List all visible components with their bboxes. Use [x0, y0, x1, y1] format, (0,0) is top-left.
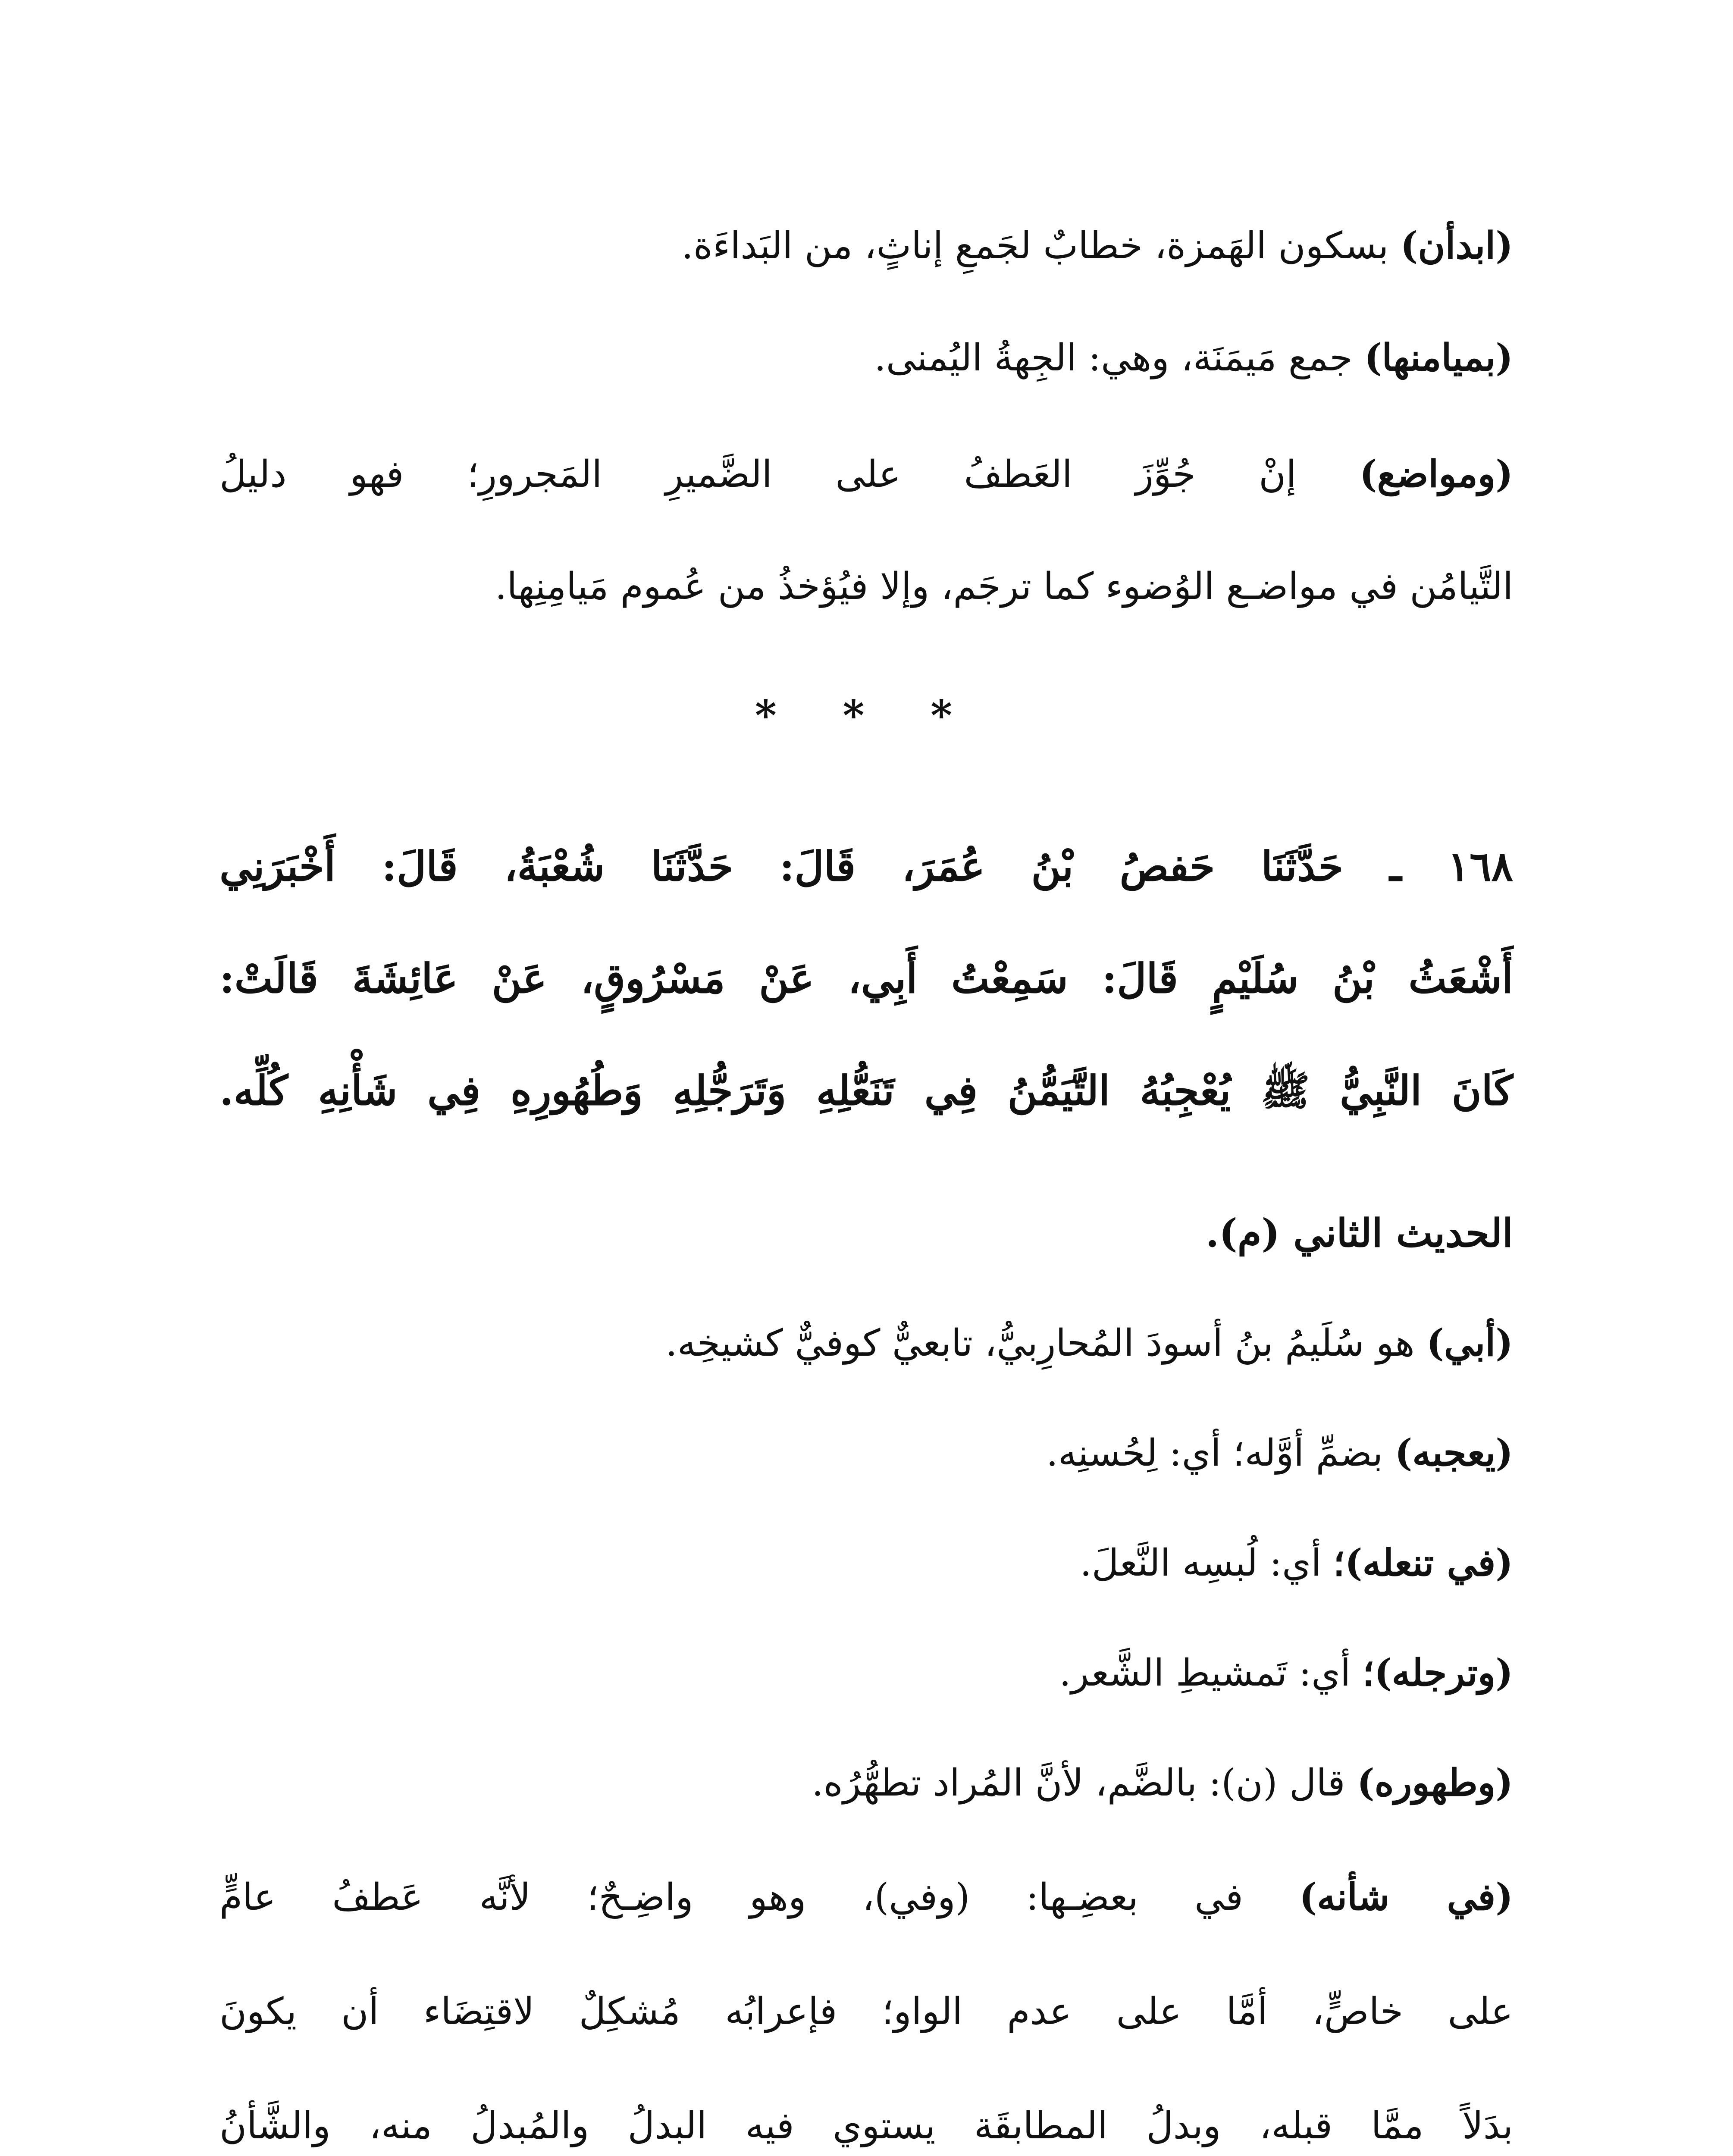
line-head: (وترجله)؛ — [1362, 1651, 1513, 1695]
commentary-line-7 — [219, 1533, 1513, 1593]
line-text: بضمِّ أوَّله؛ أي: لِحُسنِه. — [1046, 1432, 1395, 1475]
commentary-line-3 — [219, 444, 1513, 505]
hadith-line-2: أَشْعَثُ بْنُ سُلَيْمٍ قَالَ: سَمِعْتُ أَبِي، عَنْ مَسْرُوقٍ، عَنْ عَائِشَةَ قَالَتْ: — [219, 955, 1513, 1003]
line-head: (يعجبه) — [1395, 1431, 1513, 1475]
commentary-line-4 — [219, 556, 1513, 617]
line-text: في بعضِـها: (وفي)، وهو واضِـحٌ؛ لأنَّه عَطفُ عامٍّ — [219, 1876, 1300, 1919]
line-text: قال (ن): بالضَّم، لأنَّ المُراد تطهُّرُه. — [812, 1761, 1357, 1805]
line-head: (في شأنه) — [1299, 1875, 1513, 1919]
line-text: بسكون الهَمزة، خطابٌ لجَمعِ إناثٍ، من البَداءَة. — [681, 224, 1401, 267]
commentary-line-2 — [219, 328, 1513, 388]
hadith-line-1: ١٦٨ ـ حَدَّثَنَا حَفصُ بْنُ عُمَرَ، قَالَ: حَدَّثَنَا شُعْبَةُ، قَالَ: أَخْبَرَنِي — [219, 843, 1513, 890]
line-text: على خاصٍّ، أمَّا على عدم الواو؛ فإعرابُه مُشكِلٌ لاقتِضَاء أن يكونَ — [219, 1990, 1513, 2033]
commentary-line-6 — [219, 1423, 1513, 1483]
commentary-line-9 — [219, 1753, 1513, 1813]
line-head: (وطهوره) — [1357, 1761, 1513, 1805]
commentary-line-1 — [219, 216, 1513, 276]
line-text: التَّيامُن في مواضـع الوُضوء كما ترجَم، وإلا فيُؤخذُ من عُموم مَيامِنِها. — [495, 565, 1513, 608]
line-text: بدَلاً ممَّا قبله، وبدلُ المطابقَة يستوي فيه البدلُ والمُبدلُ منه، والشَّأنُ — [219, 2104, 1514, 2147]
line-head: (ابدأن) — [1400, 224, 1513, 267]
line-text: جمع مَيمَنَة، وهي: الجِهةُ اليُمنى. — [874, 336, 1364, 379]
line-text: هو سُلَيمُ بنُ أسودَ المُحارِبيُّ، تابعيٌّ كوفيٌّ كشيخِه. — [665, 1322, 1427, 1365]
line-head: (بميامنها) — [1364, 336, 1513, 379]
line-text: إنْ جُوِّزَ العَطفُ على الضَّميرِ المَجرورِ؛ فهو دليلُ — [219, 453, 1360, 496]
line-text: أي: تَمشيطِ الشَّعر. — [1059, 1651, 1363, 1695]
line-head: (أبي) — [1426, 1321, 1513, 1365]
line-head: (في تنعله)؛ — [1333, 1541, 1513, 1585]
commentary-line-12 — [219, 2096, 1513, 2156]
line-text: أي: لُبسِه النَّعلَ. — [1080, 1542, 1333, 1585]
section-separator: * * * — [755, 691, 978, 740]
commentary-line-8 — [219, 1643, 1513, 1703]
hadith-line-3: كَانَ النَّبِيُّ ﷺ يُعْجِبُهُ التَّيَمُّنُ فِي تَنَعُّلِهِ وَتَرَجُّلِهِ وَطُهُورِهِ فِي شَأْنِهِ كُلِّه. — [219, 1067, 1513, 1115]
line-head: (ومواضع) — [1359, 452, 1513, 496]
commentary-line-5 — [219, 1313, 1513, 1373]
hadith-number-heading: الحديث الثاني (م). — [1205, 1210, 1513, 1256]
commentary-heading — [219, 1203, 1513, 1264]
commentary-line-11 — [219, 1981, 1513, 2042]
commentary-line-10 — [219, 1867, 1513, 1927]
